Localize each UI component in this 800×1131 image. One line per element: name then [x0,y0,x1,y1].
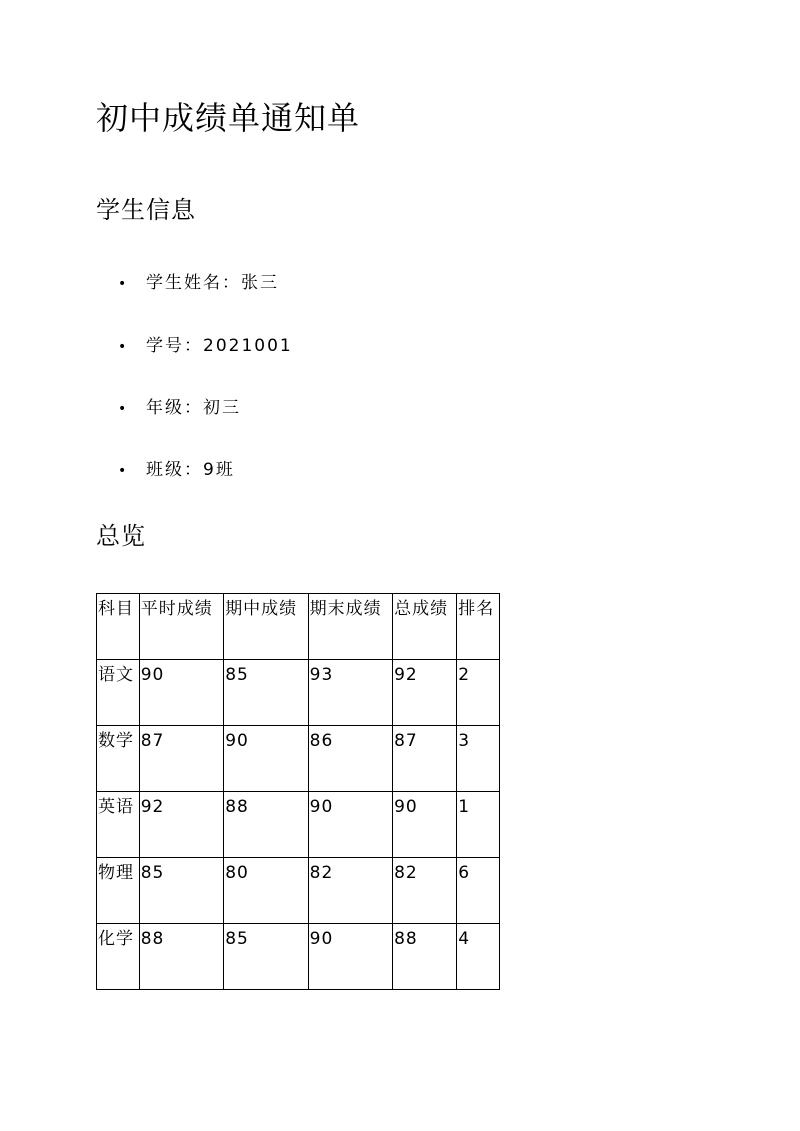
cell-rank: 1 [457,792,500,858]
header-midterm-score: 期中成绩 [224,594,308,660]
header-subject: 科目 [97,594,140,660]
cell-midterm-score: 90 [224,726,308,792]
table-row [97,924,500,990]
cell-regular-score: 90 [139,660,223,726]
info-label: 班级： [146,460,203,480]
info-item-grade [118,395,518,421]
table-row [97,792,500,858]
cell-rank: 4 [457,924,500,990]
cell-total-score: 92 [393,660,457,726]
header-regular-score: 平时成绩 [139,594,223,660]
table-row [97,726,500,792]
cell-regular-score: 87 [139,726,223,792]
cell-total-score: 90 [393,792,457,858]
cell-subject: 数学 [97,726,140,792]
info-item-student-id [118,333,518,359]
cell-midterm-score: 88 [224,792,308,858]
table-row [97,858,500,924]
cell-subject: 语文 [97,660,140,726]
info-value: 张三 [241,273,279,293]
cell-total-score: 88 [393,924,457,990]
info-value: 2021001 [203,336,293,356]
cell-subject: 英语 [97,792,140,858]
info-label: 学生姓名： [146,273,241,293]
student-info-heading: 学生信息 [96,196,196,224]
cell-rank: 2 [457,660,500,726]
info-item-class [118,457,518,483]
cell-midterm-score: 85 [224,660,308,726]
cell-midterm-score: 80 [224,858,308,924]
cell-regular-score: 85 [139,858,223,924]
header-total-score: 总成绩 [393,594,457,660]
cell-total-score: 82 [393,858,457,924]
overview-heading: 总览 [96,522,146,550]
bullet-icon: • [118,463,129,479]
cell-rank: 6 [457,858,500,924]
cell-final-score: 90 [308,924,392,990]
header-rank: 排名 [457,594,500,660]
info-label: 年级： [146,398,203,418]
header-final-score: 期末成绩 [308,594,392,660]
info-label: 学号： [146,336,203,356]
cell-midterm-score: 85 [224,924,308,990]
cell-subject: 物理 [97,858,140,924]
page-title: 初中成绩单通知单 [96,99,361,137]
cell-final-score: 86 [308,726,392,792]
bullet-icon: • [118,339,129,355]
table-header-row [97,594,500,660]
bullet-icon: • [118,276,129,292]
cell-rank: 3 [457,726,500,792]
cell-final-score: 93 [308,660,392,726]
grades-table [96,593,500,990]
cell-subject: 化学 [97,924,140,990]
cell-total-score: 87 [393,726,457,792]
cell-regular-score: 92 [139,792,223,858]
cell-regular-score: 88 [139,924,223,990]
cell-final-score: 82 [308,858,392,924]
info-value: 9班 [203,460,235,480]
table-row [97,660,500,726]
cell-final-score: 90 [308,792,392,858]
info-item-name [118,270,518,296]
info-value: 初三 [203,398,241,418]
bullet-icon: • [118,401,129,417]
